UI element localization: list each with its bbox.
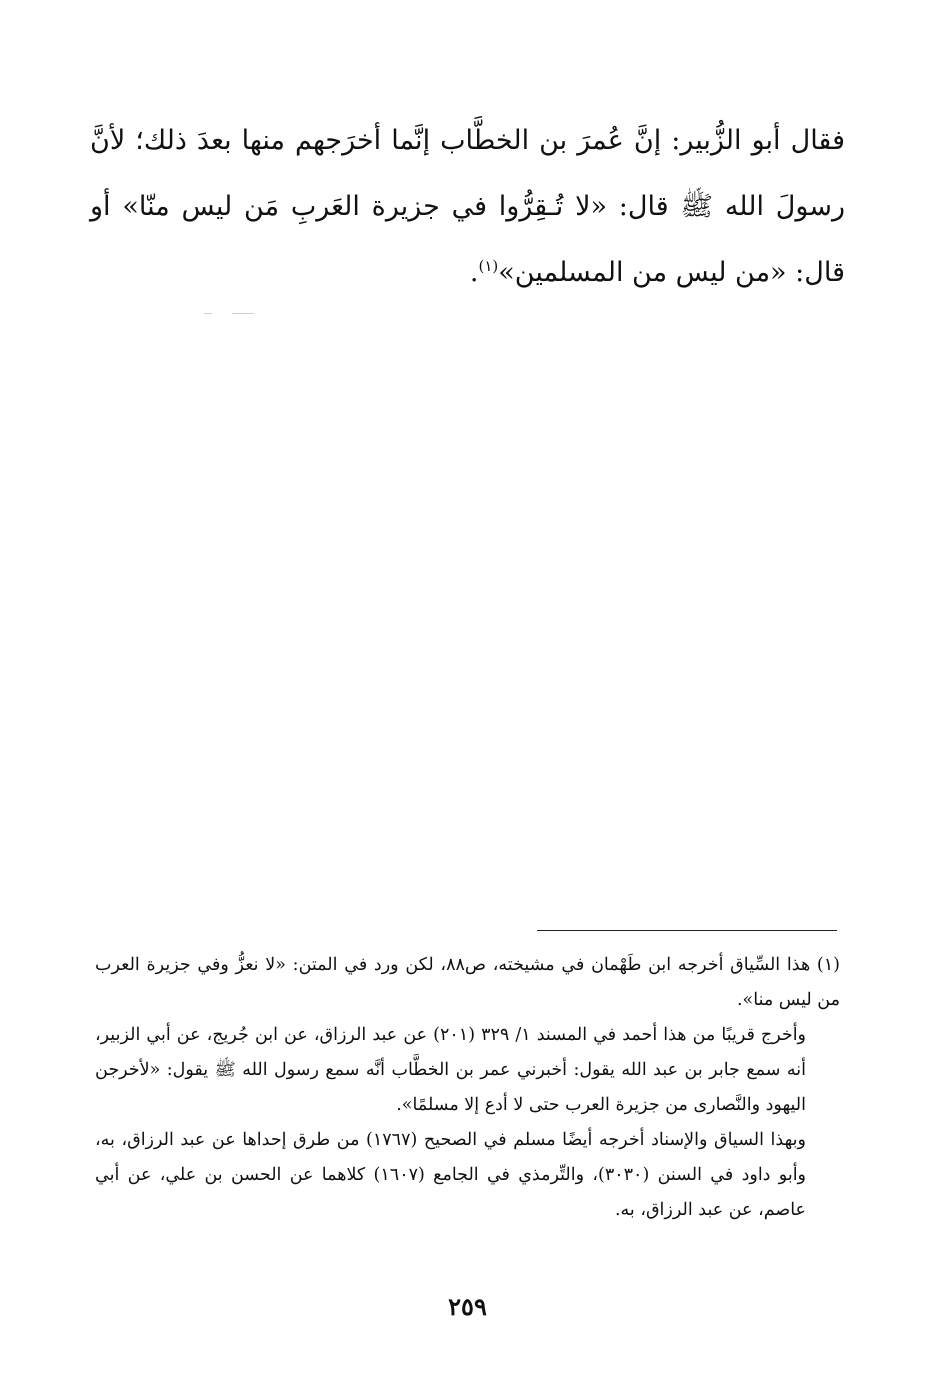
footnote-1-continuation-b: وبهذا السياق والإسناد أخرجه أيضًا مسلم في الصحيح (١٧٦٧) من طرق إحداها عن عبد الرزاق، به، وأبو داود في السنن (٣٠٣٠)، والتِّرمذي في الجامع (١٦٠٧) كلاهما عن الحسن بن علي، عن أبي عاصم، عن عبد الرزاق، به. xyxy=(95,1130,807,1220)
footnote-1-continuation-a: وأخرج قريبًا من هذا أحمد في المسند ١/ ٣٢٩ (٢٠١) عن عبد الرزاق، عن ابن جُريج، عن أبي الزبير، أنه سمع جابر بن عبد الله يقول: أخبرني عمر بن الخطَّاب أنَّه سمع رسول الله ﷺ يقول: «لأخرجن اليهود والنَّصارى من جزيرة العرب حتى لا أدع إلا مسلمًا». xyxy=(95,1025,807,1115)
main-paragraph-end: . xyxy=(469,257,479,288)
page-number: ٢٥٩ xyxy=(448,1292,487,1321)
scan-artifact xyxy=(232,313,254,314)
main-paragraph xyxy=(90,108,845,306)
footnote-1: (١) هذا السِّياق أخرجه ابن طَهْمان في مشيخته، ص٨٨، لكن ورد في المتن: «لا نعزُّ وفي جزيرة العرب من ليس منا». xyxy=(95,955,840,1010)
footnote-divider xyxy=(537,930,837,931)
footnote-reference-marker: (١) xyxy=(478,257,499,275)
footnotes-block xyxy=(95,948,840,1228)
main-text-block xyxy=(90,108,845,306)
main-paragraph-text: فقال أبو الزُّبير: إنَّ عُمرَ بن الخطَّاب إنَّما أخرَجهم منها بعدَ ذلك؛ لأنَّ رسولَ الله ﷺ قال: «لا تُـقِرُّوا في جزيرة العَربِ مَن ليس منّا» أو قال: «من ليس من المسلمين» xyxy=(90,125,845,288)
scan-artifact xyxy=(204,313,212,314)
